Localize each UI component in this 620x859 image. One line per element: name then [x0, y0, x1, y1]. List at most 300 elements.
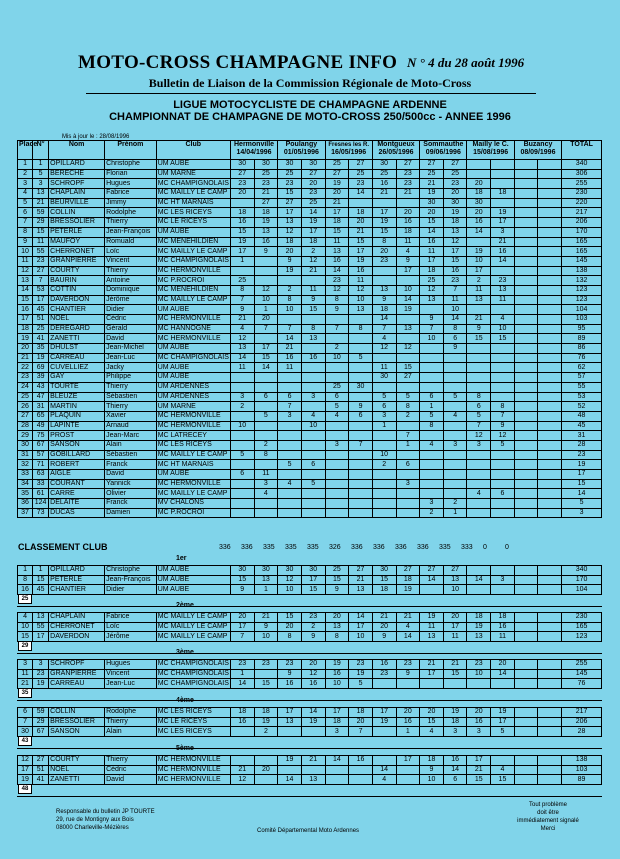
header-number: N°: [33, 141, 49, 160]
score-cell: [538, 373, 562, 383]
club-group-row: [18, 727, 602, 737]
club-cell: MC MENEHILDIEN: [156, 285, 230, 295]
table-row: [18, 421, 602, 431]
score-cell: 9: [396, 669, 420, 679]
score-cell: [325, 775, 349, 785]
number-cell: 3: [33, 660, 49, 670]
firstname-cell: Gérald: [105, 324, 157, 334]
score-cell: 3: [467, 727, 491, 737]
score-cell: [254, 756, 278, 766]
score-cell: 13: [467, 632, 491, 642]
club-rank-label: 3ème: [176, 649, 194, 656]
score-cell: 12: [443, 237, 467, 247]
score-cell: [372, 440, 396, 450]
score-cell: 19: [420, 189, 444, 199]
name-cell: CHAPLAIN: [49, 189, 105, 199]
number-cell: 39: [33, 373, 49, 383]
score-cell: 17: [349, 247, 373, 257]
score-cell: [514, 169, 538, 179]
score-cell: 15: [301, 585, 325, 595]
name-cell: BAURIN: [49, 276, 105, 286]
score-cell: 14: [278, 775, 302, 785]
total-cell: 52: [562, 402, 602, 412]
total-cell: 340: [562, 566, 602, 576]
score-cell: 3: [443, 727, 467, 737]
place-cell: 17: [18, 765, 33, 775]
score-cell: 21: [491, 237, 515, 247]
score-cell: [254, 431, 278, 441]
score-cell: 16: [230, 717, 254, 727]
table-row: [18, 402, 602, 412]
score-cell: 20: [420, 208, 444, 218]
club-cell: MC MAILLY LE CAMP: [156, 622, 230, 632]
table-header: [18, 141, 602, 160]
score-cell: [325, 460, 349, 470]
score-cell: 25: [325, 160, 349, 170]
firstname-cell: Jean-François: [105, 227, 157, 237]
place-cell: 10: [18, 622, 33, 632]
total-cell: 28: [562, 727, 602, 737]
score-cell: 30: [301, 160, 325, 170]
score-cell: [467, 344, 491, 354]
score-cell: 2: [230, 402, 254, 412]
place-cell: 21: [18, 679, 33, 689]
score-cell: 12: [396, 344, 420, 354]
club-cell: MC HERMONVILLE: [156, 765, 230, 775]
firstname-cell: Thierry: [105, 756, 157, 766]
number-cell: 1: [33, 566, 49, 576]
score-cell: [301, 508, 325, 518]
score-cell: 20: [491, 660, 515, 670]
firstname-cell: Cédric: [105, 315, 157, 325]
score-cell: [514, 499, 538, 509]
score-cell: 19: [443, 708, 467, 718]
score-cell: [514, 256, 538, 266]
score-cell: 27: [301, 169, 325, 179]
place-cell: 5: [18, 198, 33, 208]
score-cell: [443, 421, 467, 431]
table-row: [18, 431, 602, 441]
score-cell: [538, 765, 562, 775]
score-cell: 16: [396, 717, 420, 727]
firstname-cell: Jérôme: [105, 295, 157, 305]
score-cell: [254, 421, 278, 431]
score-cell: 4: [443, 411, 467, 421]
place-cell: 9: [18, 237, 33, 247]
name-cell: CUVELLIEZ: [49, 363, 105, 373]
footer-line: Responsable du bulletin JP TOURTE: [56, 809, 155, 815]
total-cell: 31: [562, 431, 602, 441]
score-cell: [514, 344, 538, 354]
firstname-cell: Romuald: [105, 237, 157, 247]
score-cell: 7: [278, 324, 302, 334]
score-cell: 5: [254, 411, 278, 421]
number-cell: 35: [33, 344, 49, 354]
number-cell: 33: [33, 479, 49, 489]
name-cell: CHANTIER: [49, 585, 105, 595]
score-cell: 27: [278, 198, 302, 208]
table-row: [18, 189, 602, 199]
total-cell: 104: [562, 585, 602, 595]
score-cell: [349, 508, 373, 518]
score-cell: 2: [443, 499, 467, 509]
score-cell: 19: [467, 247, 491, 257]
score-cell: [538, 756, 562, 766]
score-cell: [278, 450, 302, 460]
total-cell: 103: [562, 765, 602, 775]
score-cell: 18: [372, 585, 396, 595]
club-cell: MC MAILLY LE CAMP: [156, 489, 230, 499]
score-cell: 11: [443, 632, 467, 642]
club-rank-label: 1er: [176, 555, 187, 562]
name-cell: PETERLE: [49, 575, 105, 585]
score-cell: 10: [254, 632, 278, 642]
score-cell: 7: [372, 324, 396, 334]
event-name: Sommauthe: [423, 141, 464, 148]
score-cell: [467, 169, 491, 179]
score-cell: 6: [443, 775, 467, 785]
score-cell: 8: [325, 295, 349, 305]
place-cell: 8: [18, 575, 33, 585]
score-cell: 14: [443, 315, 467, 325]
name-cell: COLLIN: [49, 208, 105, 218]
score-cell: 16: [325, 256, 349, 266]
score-cell: [301, 765, 325, 775]
total-cell: 55: [562, 382, 602, 392]
table-row: [18, 198, 602, 208]
number-cell: 41: [33, 334, 49, 344]
place-cell: 29: [18, 431, 33, 441]
total-cell: 76: [562, 353, 602, 363]
score-cell: 18: [254, 208, 278, 218]
score-cell: [538, 489, 562, 499]
score-cell: [372, 353, 396, 363]
score-cell: 1: [443, 508, 467, 518]
score-cell: 5: [491, 727, 515, 737]
score-cell: 16: [491, 622, 515, 632]
club-total-value: 336: [351, 544, 363, 551]
score-cell: [372, 727, 396, 737]
score-cell: [420, 363, 444, 373]
score-cell: 27: [396, 160, 420, 170]
club-total-value: 335: [263, 544, 275, 551]
score-cell: 19: [349, 669, 373, 679]
firstname-cell: Vincent: [105, 256, 157, 266]
score-cell: [491, 460, 515, 470]
score-cell: [443, 353, 467, 363]
score-cell: 6: [349, 411, 373, 421]
total-cell: 28: [562, 440, 602, 450]
score-cell: 4: [254, 489, 278, 499]
score-cell: [443, 479, 467, 489]
score-cell: 9: [491, 421, 515, 431]
table-row: [18, 285, 602, 295]
score-cell: 27: [396, 566, 420, 576]
score-cell: [325, 479, 349, 489]
place-cell: 25: [18, 392, 33, 402]
score-cell: 19: [443, 208, 467, 218]
score-cell: [538, 256, 562, 266]
number-cell: 55: [33, 622, 49, 632]
firstname-cell: Fabrice: [105, 189, 157, 199]
score-cell: 18: [301, 237, 325, 247]
number-cell: 41: [33, 775, 49, 785]
score-cell: 9: [278, 669, 302, 679]
group-separator: [17, 748, 602, 749]
score-cell: [230, 431, 254, 441]
score-cell: 18: [325, 717, 349, 727]
name-cell: COLLIN: [49, 708, 105, 718]
score-cell: 14: [349, 189, 373, 199]
score-cell: [514, 305, 538, 315]
name-cell: DHULST: [49, 344, 105, 354]
score-cell: 19: [396, 305, 420, 315]
score-cell: [514, 218, 538, 228]
score-cell: [491, 566, 515, 576]
score-cell: 7: [230, 295, 254, 305]
score-cell: 23: [230, 660, 254, 670]
club-group-row: [18, 575, 602, 585]
score-cell: 27: [443, 160, 467, 170]
table-row: [18, 160, 602, 170]
score-cell: [301, 402, 325, 412]
total-cell: 5: [562, 499, 602, 509]
table-row: [18, 276, 602, 286]
score-cell: [514, 411, 538, 421]
total-cell: 53: [562, 392, 602, 402]
score-cell: 1: [230, 669, 254, 679]
score-cell: 7: [443, 285, 467, 295]
header-place: Place: [18, 141, 33, 160]
name-cell: OPILLARD: [49, 566, 105, 576]
place-cell: 3: [18, 179, 33, 189]
total-cell: 104: [562, 305, 602, 315]
name-cell: DELAITE: [49, 499, 105, 509]
table-row: [18, 363, 602, 373]
score-cell: 21: [443, 660, 467, 670]
score-cell: 17: [301, 575, 325, 585]
score-cell: [538, 295, 562, 305]
score-cell: 9: [301, 632, 325, 642]
score-cell: [349, 470, 373, 480]
score-cell: [278, 499, 302, 509]
score-cell: 7: [349, 440, 373, 450]
score-cell: 20: [420, 708, 444, 718]
name-cell: DAVERDON: [49, 632, 105, 642]
number-cell: 5: [33, 169, 49, 179]
score-cell: 18: [325, 218, 349, 228]
score-cell: 16: [325, 669, 349, 679]
score-cell: 21: [396, 613, 420, 623]
score-cell: [372, 499, 396, 509]
score-cell: 14: [278, 334, 302, 344]
score-cell: 14: [491, 669, 515, 679]
place-cell: 6: [18, 708, 33, 718]
table-row: [18, 450, 602, 460]
score-cell: 14: [467, 227, 491, 237]
score-cell: 30: [254, 160, 278, 170]
score-cell: [514, 622, 538, 632]
score-cell: [230, 479, 254, 489]
score-cell: 14: [491, 256, 515, 266]
place-cell: 7: [18, 218, 33, 228]
place-cell: 16: [18, 305, 33, 315]
score-cell: [301, 489, 325, 499]
firstname-cell: Fabrice: [105, 613, 157, 623]
score-cell: 19: [420, 613, 444, 623]
score-cell: 20: [349, 218, 373, 228]
name-cell: CARREAU: [49, 353, 105, 363]
place-cell: 17: [18, 315, 33, 325]
club-group-row: [18, 660, 602, 670]
score-cell: 13: [467, 295, 491, 305]
score-cell: 2: [278, 285, 302, 295]
event-name: Fresnes les R.: [328, 142, 370, 148]
name-cell: SCHROPF: [49, 179, 105, 189]
score-cell: [514, 679, 538, 689]
number-cell: 19: [33, 679, 49, 689]
score-cell: [372, 756, 396, 766]
place-cell: 8: [18, 227, 33, 237]
score-cell: [538, 717, 562, 727]
club-group-row: [18, 585, 602, 595]
score-cell: [443, 402, 467, 412]
table-row: [18, 440, 602, 450]
firstname-cell: David: [105, 334, 157, 344]
score-cell: [538, 585, 562, 595]
score-cell: [278, 315, 302, 325]
score-cell: 5: [467, 411, 491, 421]
club-cell: MC HERMONVILLE: [156, 315, 230, 325]
score-cell: 23: [396, 169, 420, 179]
total-cell: 145: [562, 256, 602, 266]
score-cell: [420, 479, 444, 489]
club-total-value: 336: [417, 544, 429, 551]
score-cell: 6: [396, 460, 420, 470]
name-cell: TOURTE: [49, 382, 105, 392]
score-cell: 4: [278, 479, 302, 489]
table-row: [18, 247, 602, 257]
score-cell: 12: [301, 669, 325, 679]
place-cell: 10: [18, 247, 33, 257]
score-cell: 15: [230, 575, 254, 585]
score-cell: 1: [372, 421, 396, 431]
score-cell: 13: [278, 717, 302, 727]
score-cell: [372, 198, 396, 208]
club-cell: MC LES RICEYS: [156, 727, 230, 737]
name-cell: SANSON: [49, 727, 105, 737]
number-cell: 59: [33, 708, 49, 718]
score-cell: 19: [301, 717, 325, 727]
score-cell: [230, 756, 254, 766]
score-cell: [372, 266, 396, 276]
place-cell: 14: [18, 285, 33, 295]
score-cell: [396, 276, 420, 286]
score-cell: 9: [301, 295, 325, 305]
score-cell: [538, 179, 562, 189]
score-cell: 19: [325, 660, 349, 670]
score-cell: 3: [491, 575, 515, 585]
score-cell: [301, 727, 325, 737]
total-cell: 62: [562, 363, 602, 373]
score-cell: 9: [278, 256, 302, 266]
score-cell: 12: [301, 256, 325, 266]
score-cell: 23: [396, 660, 420, 670]
score-cell: [278, 276, 302, 286]
header-event: [325, 141, 372, 160]
club-cell: MC MAILLY LE CAMP: [156, 632, 230, 642]
firstname-cell: Cédric: [105, 765, 157, 775]
score-cell: [278, 727, 302, 737]
score-cell: 5: [325, 402, 349, 412]
event-name: Hermonville: [234, 141, 275, 148]
score-cell: 8: [278, 295, 302, 305]
score-cell: [514, 382, 538, 392]
score-cell: 19: [467, 622, 491, 632]
score-cell: [443, 373, 467, 383]
score-cell: 17: [467, 756, 491, 766]
score-cell: [467, 508, 491, 518]
header-name: Nom: [49, 141, 105, 160]
number-cell: 59: [33, 208, 49, 218]
place-cell: 31: [18, 450, 33, 460]
club-group-table: [17, 659, 602, 689]
score-cell: 25: [443, 169, 467, 179]
club-group-table: [17, 565, 602, 595]
score-cell: 15: [491, 775, 515, 785]
score-cell: 18: [491, 189, 515, 199]
score-cell: [467, 585, 491, 595]
club-cell: UM AUBE: [156, 160, 230, 170]
score-cell: [491, 450, 515, 460]
event-date: 15/08/1996: [473, 149, 509, 156]
name-cell: NOEL: [49, 765, 105, 775]
score-cell: [372, 470, 396, 480]
score-cell: 1: [230, 256, 254, 266]
score-cell: 18: [372, 305, 396, 315]
score-cell: 5: [230, 450, 254, 460]
name-cell: GOBILLARD: [49, 450, 105, 460]
club-total-value: 336: [373, 544, 385, 551]
score-cell: [514, 727, 538, 737]
number-cell: 25: [33, 324, 49, 334]
score-cell: 10: [467, 669, 491, 679]
name-cell: BEURVILLE: [49, 198, 105, 208]
name-cell: ZANETTI: [49, 334, 105, 344]
score-cell: [396, 508, 420, 518]
score-cell: 19: [325, 179, 349, 189]
score-cell: [301, 373, 325, 383]
score-cell: 10: [254, 295, 278, 305]
score-cell: 12: [467, 431, 491, 441]
league-name: LIGUE MOTOCYCLISTE DE CHAMPAGNE ARDENNE: [173, 99, 447, 111]
score-cell: [491, 344, 515, 354]
number-cell: 31: [33, 402, 49, 412]
table-row: [18, 353, 602, 363]
score-cell: 25: [325, 382, 349, 392]
firstname-cell: Franck: [105, 460, 157, 470]
total-cell: 170: [562, 575, 602, 585]
total-cell: 217: [562, 208, 602, 218]
score-cell: [538, 276, 562, 286]
score-cell: [349, 460, 373, 470]
score-cell: 17: [420, 669, 444, 679]
place-cell: 19: [18, 775, 33, 785]
score-cell: 17: [467, 266, 491, 276]
score-cell: 1: [396, 440, 420, 450]
event-name: Mailly le C.: [472, 141, 509, 148]
number-cell: 67: [33, 440, 49, 450]
